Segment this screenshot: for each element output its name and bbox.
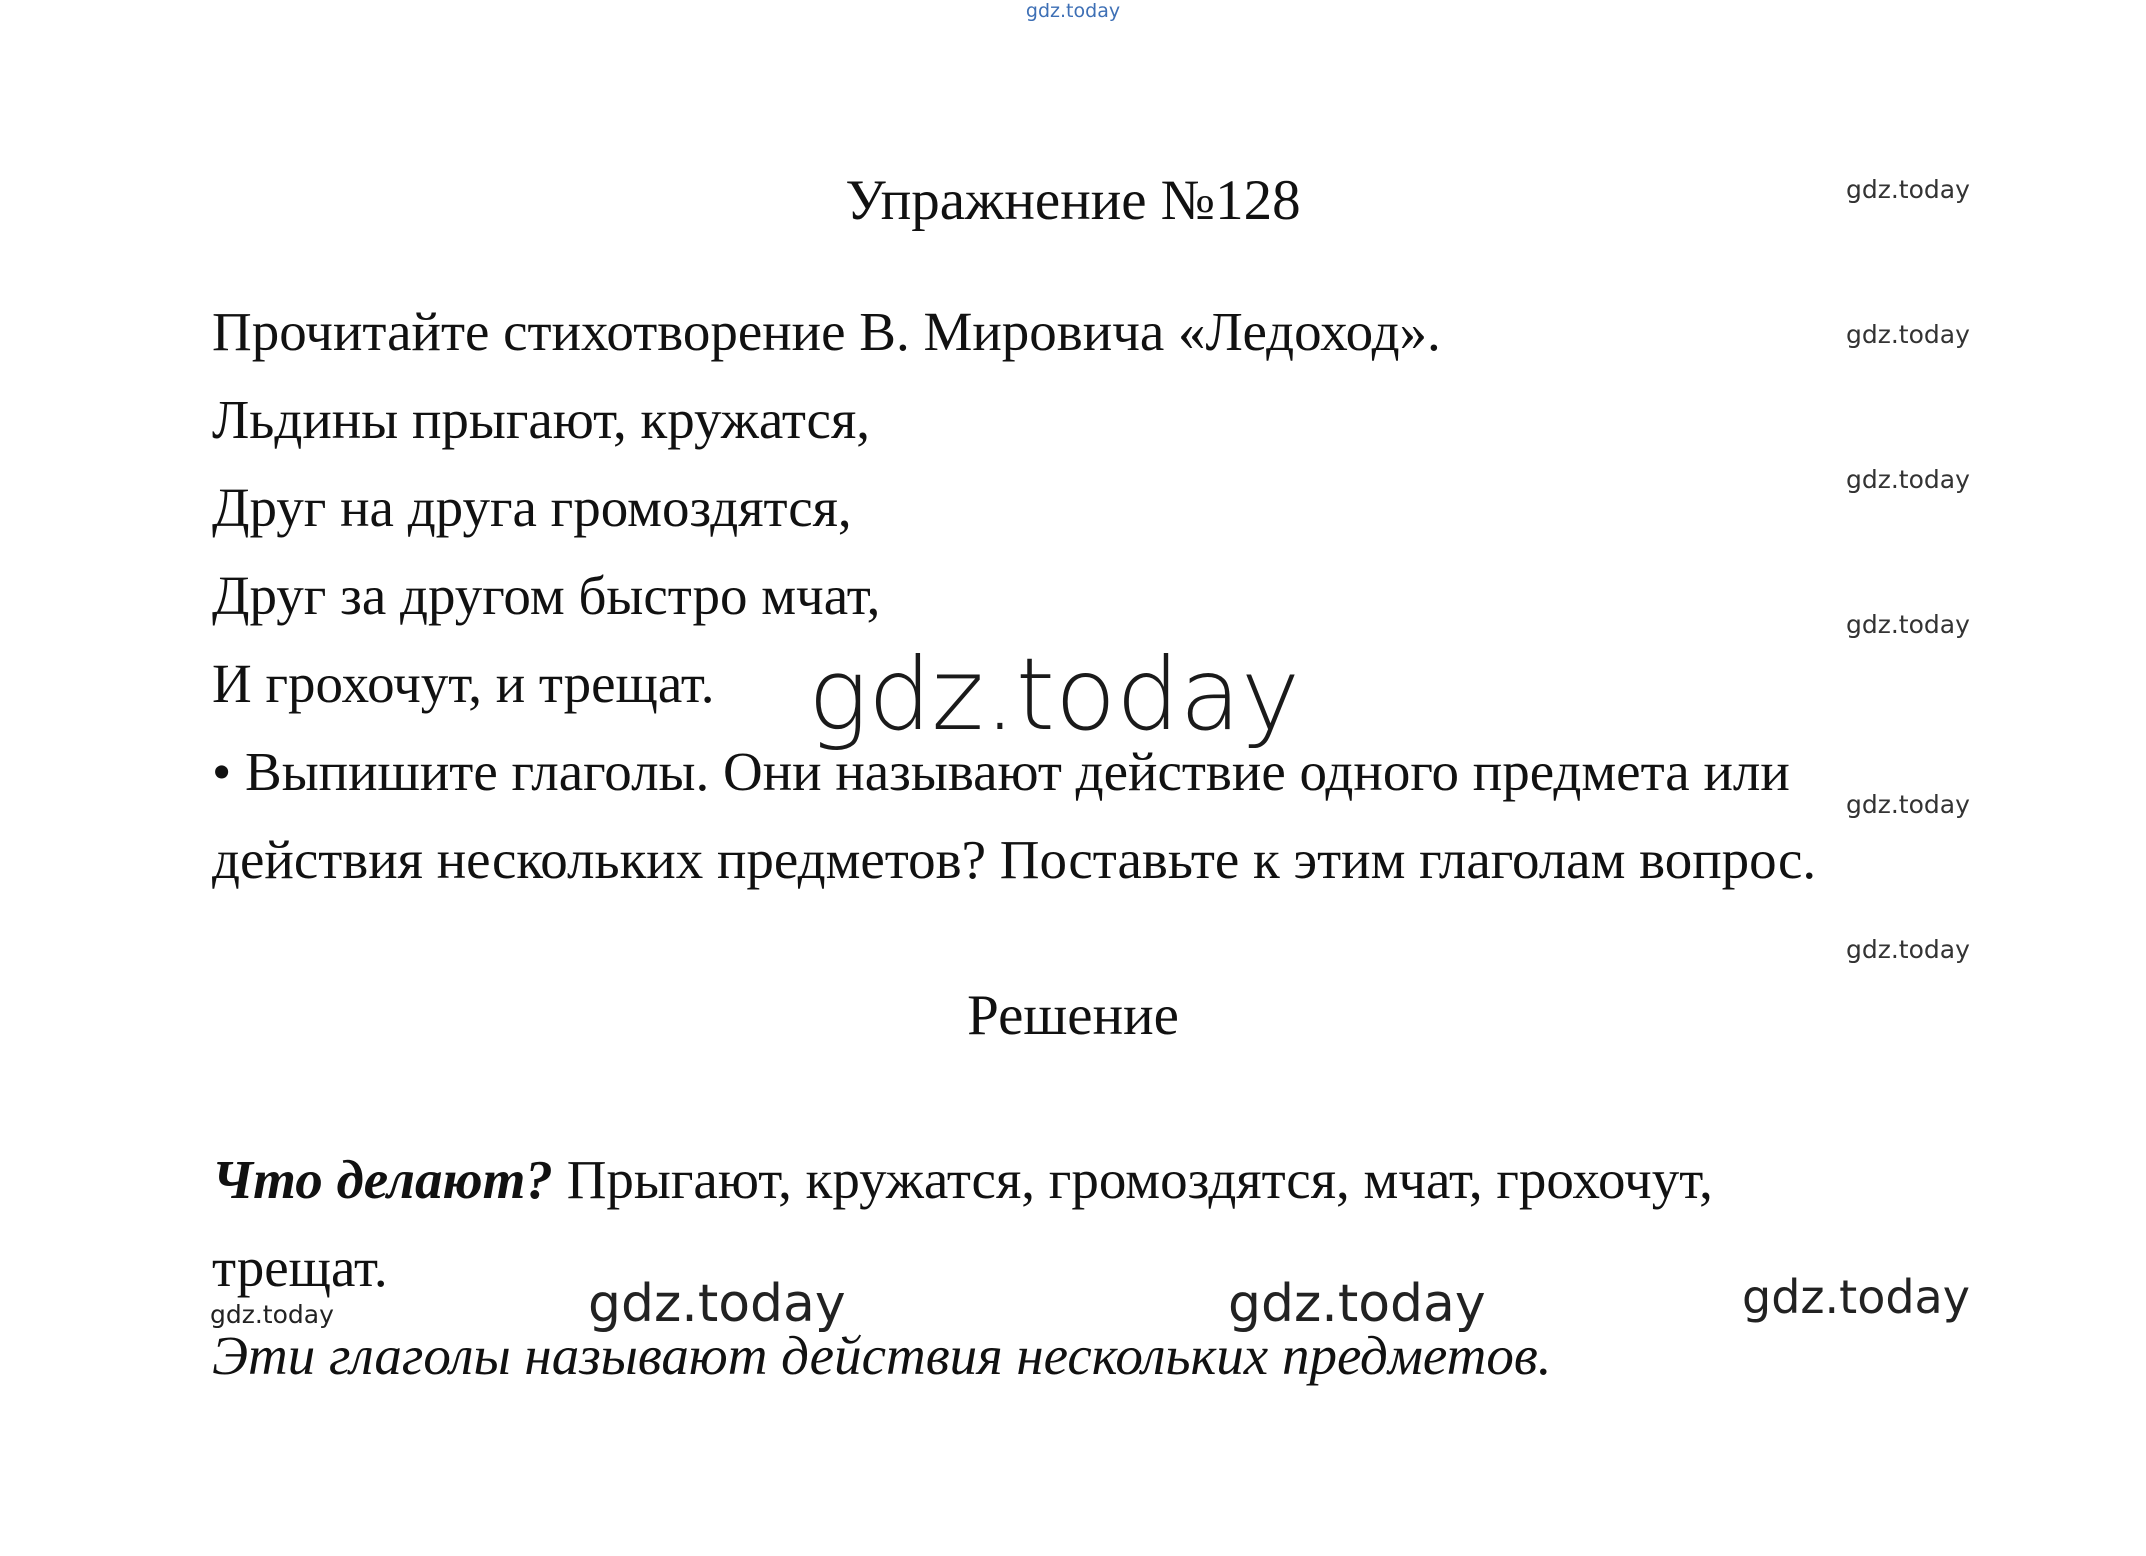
watermark-side: gdz.today	[1846, 465, 1970, 494]
answer-line	[212, 1148, 1713, 1211]
watermark-side: gdz.today	[1846, 320, 1970, 349]
task-line: • Выпишите глаголы. Они называют действие одного предмета или	[212, 741, 1790, 802]
poem-line: Друг за другом быстро мчат,	[212, 565, 881, 626]
watermark-small: gdz.today	[210, 1300, 334, 1329]
watermark-side: gdz.today	[1846, 935, 1970, 964]
exercise-title: Упражнение №128	[845, 169, 1301, 232]
answer-line: трещат.	[212, 1237, 388, 1298]
answer-question: Что делают?	[212, 1149, 553, 1210]
exercise-intro: Прочитайте стихотворение В. Мировича «Ледоход».	[212, 301, 1441, 362]
poem-line: Льдины прыгают, кружатся,	[212, 389, 870, 450]
watermark-medium: gdz.today	[1228, 1274, 1486, 1334]
task-line: действия нескольких предметов? Поставьте к этим глаголам вопрос.	[212, 829, 1817, 890]
watermark-large: gdz.today	[808, 636, 1301, 753]
watermark-side: gdz.today	[1846, 790, 1970, 819]
watermark-medium: gdz.today	[588, 1274, 846, 1334]
watermark-side: gdz.today	[1846, 610, 1970, 639]
answer-conclusion: Эти глаголы называют действия нескольких предметов.	[212, 1325, 1552, 1386]
watermark-side: gdz.today	[1846, 175, 1970, 204]
answer-verbs: Прыгают, кружатся, громоздятся, мчат, грохочут,	[552, 1149, 1713, 1210]
watermark-top: gdz.today	[1025, 0, 1121, 22]
poem-line: Друг на друга громоздятся,	[212, 477, 852, 538]
solution-heading: Решение	[967, 984, 1179, 1047]
watermark-medium: gdz.today	[1742, 1270, 1970, 1324]
poem-line: И грохочут, и трещат.	[212, 653, 715, 714]
